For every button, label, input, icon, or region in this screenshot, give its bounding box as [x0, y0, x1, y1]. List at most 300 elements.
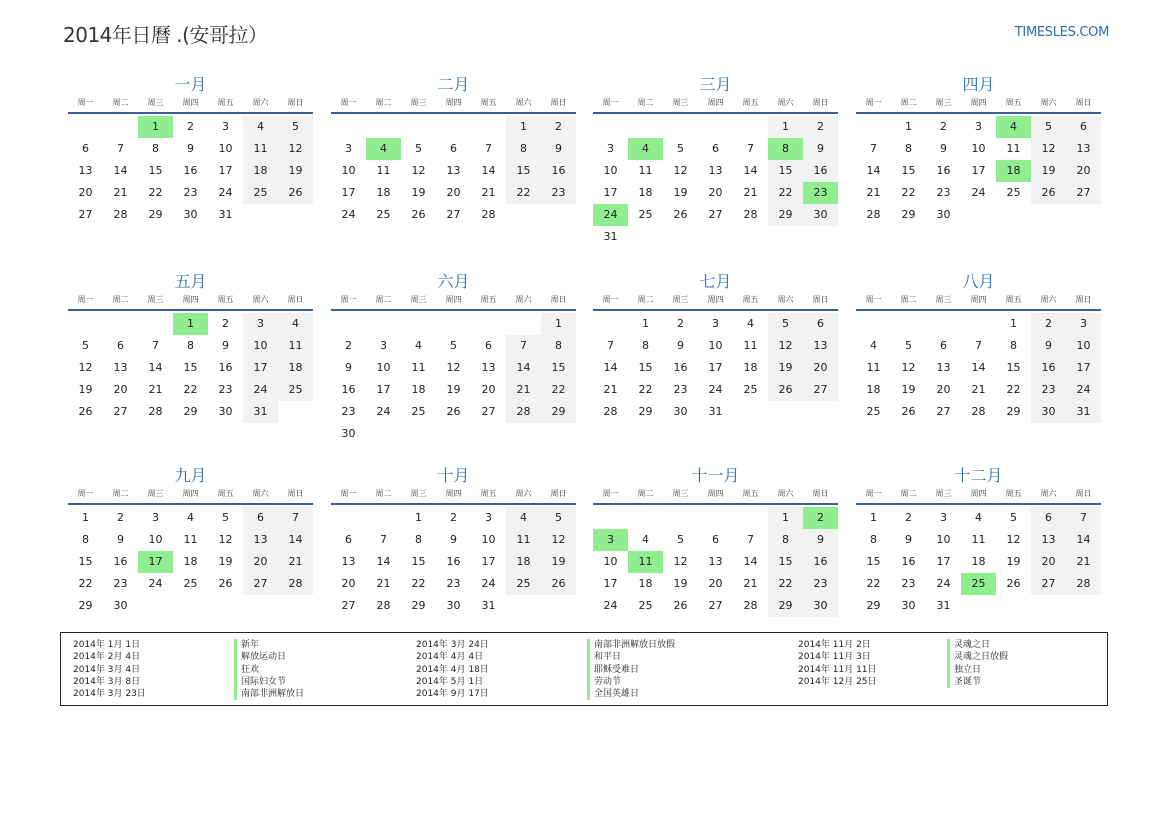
weekday-label: 周四 [182, 98, 199, 107]
legend-date: 2014年 11月 2日 [798, 640, 871, 650]
empty-cell [506, 595, 541, 617]
week-row [593, 204, 838, 226]
day-cell: 1 [768, 116, 803, 138]
week-row [593, 313, 838, 335]
empty-cell [593, 116, 628, 138]
day-cell: 19 [278, 160, 313, 182]
weekday-label: 周五 [217, 295, 234, 304]
holiday-day-cell: 1 [138, 116, 173, 138]
day-cell: 5 [677, 142, 684, 155]
day-cell: 22 [506, 182, 541, 204]
day-cell: 8 [541, 335, 576, 357]
day-cell: 13 [78, 164, 93, 177]
day-cell: 31 [481, 599, 496, 612]
day-cell: 30 [218, 405, 233, 418]
day-cell: 13 [708, 164, 723, 177]
day-cell: 15 [506, 160, 541, 182]
day-cell: 6 [1066, 116, 1101, 138]
day-cell: 26 [541, 573, 576, 595]
weekday-label: 周六 [1040, 489, 1057, 498]
weekday-label: 周日 [550, 489, 567, 498]
day-cell: 8 [1010, 339, 1017, 352]
legend-holiday-name: 南部非洲解放日放假 [587, 639, 675, 651]
day-cell: 28 [481, 208, 496, 221]
week-row [593, 116, 838, 138]
empty-cell [278, 595, 313, 617]
day-cell: 10 [971, 142, 986, 155]
month-calendar [856, 465, 1101, 617]
day-cell: 14 [481, 164, 496, 177]
day-cell: 14 [603, 361, 618, 374]
day-cell: 25 [638, 208, 653, 221]
day-cell: 18 [183, 555, 198, 568]
holiday-day-cell: 17 [138, 551, 173, 573]
day-cell: 1 [768, 507, 803, 529]
day-cell: 13 [1066, 138, 1101, 160]
day-cell: 22 [638, 383, 653, 396]
day-cell: 18 [638, 577, 653, 590]
day-cell: 30 [113, 599, 128, 612]
day-cell: 11 [866, 361, 881, 374]
empty-cell [663, 507, 698, 529]
day-cell: 18 [506, 551, 541, 573]
empty-cell [436, 423, 471, 445]
month-calendar [593, 465, 838, 617]
day-cell: 12 [901, 361, 916, 374]
day-cell: 20 [446, 186, 461, 199]
day-cell: 20 [243, 551, 278, 573]
empty-cell [698, 226, 733, 248]
day-cell: 2 [222, 317, 229, 330]
day-cell: 21 [376, 577, 391, 590]
day-cell: 13 [1031, 529, 1066, 551]
day-cell: 27 [481, 405, 496, 418]
day-cell: 13 [803, 335, 838, 357]
day-cell: 19 [1031, 160, 1066, 182]
weekday-label: 周四 [445, 489, 462, 498]
week-row [856, 401, 1101, 423]
legend-name-column [234, 639, 304, 700]
weekday-label: 周五 [742, 295, 759, 304]
day-cell: 27 [341, 599, 356, 612]
day-cell: 14 [113, 164, 128, 177]
legend-date: 2014年 3月 4日 [73, 664, 141, 675]
day-cell: 24 [936, 577, 951, 590]
day-cell: 1 [642, 317, 649, 330]
day-cell: 19 [673, 186, 688, 199]
empty-cell [593, 507, 628, 529]
day-cell: 17 [603, 577, 618, 590]
day-cell: 11 [638, 164, 653, 177]
week-row [593, 595, 838, 617]
day-cell: 18 [411, 383, 426, 396]
weekday-label: 周二 [637, 295, 654, 304]
day-cell: 24 [341, 208, 356, 221]
month-name: 十一月 [691, 466, 740, 485]
day-cell: 2 [905, 511, 912, 524]
empty-cell [401, 313, 436, 335]
week-row [856, 116, 1101, 138]
day-cell: 28 [743, 599, 758, 612]
weekday-label: 周一 [340, 98, 357, 107]
weekday-header [593, 487, 838, 505]
day-cell: 13 [481, 361, 496, 374]
day-cell: 3 [222, 120, 229, 133]
day-cell: 30 [803, 595, 838, 617]
empty-cell [593, 313, 628, 335]
brand-link[interactable]: TIMESLES.COM [1014, 25, 1109, 40]
week-row [856, 573, 1101, 595]
weekday-label: 周三 [935, 98, 952, 107]
empty-cell [926, 313, 961, 335]
day-cell: 18 [243, 160, 278, 182]
weekday-label: 周六 [777, 98, 794, 107]
week-row [593, 160, 838, 182]
weekday-header [593, 96, 838, 114]
empty-cell [541, 204, 576, 226]
weekday-label: 周二 [112, 295, 129, 304]
day-cell: 13 [243, 529, 278, 551]
day-cell: 6 [345, 533, 352, 546]
day-cell: 12 [673, 555, 688, 568]
week-row [593, 551, 838, 573]
day-cell: 10 [376, 361, 391, 374]
day-cell: 5 [541, 507, 576, 529]
empty-cell [961, 204, 996, 226]
empty-cell [803, 401, 838, 423]
day-cell: 9 [677, 339, 684, 352]
day-cell: 9 [541, 138, 576, 160]
weekday-label: 周二 [637, 489, 654, 498]
month-name: 四月 [962, 75, 995, 94]
legend-date: 2014年 11月 3日 [798, 652, 871, 663]
month-calendar [68, 74, 313, 226]
empty-cell [436, 313, 471, 335]
weekday-label: 周一 [77, 489, 94, 498]
day-cell: 26 [768, 379, 803, 401]
day-cell: 24 [971, 186, 986, 199]
day-cell: 30 [341, 427, 356, 440]
day-cell: 5 [1010, 511, 1017, 524]
day-cell: 7 [975, 339, 982, 352]
day-cell: 29 [1006, 405, 1021, 418]
empty-cell [208, 595, 243, 617]
empty-cell [366, 507, 401, 529]
day-cell: 15 [866, 555, 881, 568]
day-cell: 2 [187, 120, 194, 133]
day-cell: 13 [446, 164, 461, 177]
day-cell: 24 [603, 599, 618, 612]
empty-cell [173, 595, 208, 617]
day-cell: 28 [866, 208, 881, 221]
day-cell: 15 [183, 361, 198, 374]
weekday-label: 周六 [777, 295, 794, 304]
day-cell: 9 [940, 142, 947, 155]
day-cell: 12 [673, 164, 688, 177]
legend-date: 2014年 11月 11日 [798, 664, 877, 675]
week-row [68, 138, 313, 160]
day-cell: 27 [243, 573, 278, 595]
weekday-label: 周一 [602, 295, 619, 304]
day-cell: 27 [708, 208, 723, 221]
day-cell: 5 [905, 339, 912, 352]
legend-date: 2014年 2月 4日 [73, 652, 141, 663]
weekday-label: 周四 [445, 98, 462, 107]
day-cell: 2 [541, 116, 576, 138]
empty-cell [278, 401, 313, 423]
month-calendar [331, 271, 576, 445]
legend-holiday-name: 狂欢 [234, 664, 304, 676]
day-cell: 12 [278, 138, 313, 160]
empty-cell [996, 204, 1031, 226]
legend-date-column [798, 639, 877, 688]
day-cell: 3 [975, 120, 982, 133]
day-cell: 14 [866, 164, 881, 177]
day-cell: 7 [506, 335, 541, 357]
day-cell: 22 [768, 182, 803, 204]
day-cell: 3 [345, 142, 352, 155]
weekday-label: 周二 [375, 295, 392, 304]
day-cell: 24 [708, 383, 723, 396]
day-cell: 28 [603, 405, 618, 418]
month-calendar [856, 74, 1101, 226]
day-cell: 27 [708, 599, 723, 612]
empty-cell [1031, 595, 1066, 617]
day-cell: 18 [866, 383, 881, 396]
day-cell: 23 [1031, 379, 1066, 401]
day-cell: 7 [607, 339, 614, 352]
weekday-label: 周一 [602, 489, 619, 498]
week-row [331, 116, 576, 138]
empty-cell [138, 595, 173, 617]
week-row [593, 335, 838, 357]
day-cell: 27 [1066, 182, 1101, 204]
weekday-label: 周三 [147, 98, 164, 107]
day-cell: 22 [768, 573, 803, 595]
day-cell: 8 [905, 142, 912, 155]
day-cell: 7 [278, 507, 313, 529]
legend-date: 2014年 9月 17日 [416, 689, 489, 700]
weekday-label: 周四 [970, 98, 987, 107]
holiday-day-cell: 25 [961, 573, 996, 595]
day-cell: 15 [411, 555, 426, 568]
day-cell: 27 [936, 405, 951, 418]
day-cell: 16 [1031, 357, 1066, 379]
day-cell: 11 [1006, 142, 1021, 155]
day-cell: 9 [905, 533, 912, 546]
day-cell: 13 [113, 361, 128, 374]
weekday-label: 周四 [445, 295, 462, 304]
month-name: 三月 [699, 75, 732, 94]
day-cell: 21 [1066, 551, 1101, 573]
week-row [856, 595, 1101, 617]
day-cell: 22 [866, 577, 881, 590]
day-cell: 3 [940, 511, 947, 524]
legend-date-column [73, 639, 146, 700]
day-cell: 1 [905, 120, 912, 133]
legend-holiday-name: 耶稣受难日 [587, 664, 675, 676]
empty-cell [401, 423, 436, 445]
day-cell: 17 [603, 186, 618, 199]
weekday-label: 周三 [147, 489, 164, 498]
day-cell: 3 [380, 339, 387, 352]
day-cell: 26 [218, 577, 233, 590]
day-cell: 22 [541, 379, 576, 401]
day-cell: 16 [803, 160, 838, 182]
day-cell: 14 [1066, 529, 1101, 551]
weekday-label: 周三 [672, 295, 689, 304]
week-row [856, 182, 1101, 204]
day-cell: 28 [743, 208, 758, 221]
holiday-day-cell: 8 [768, 138, 803, 160]
day-cell: 16 [541, 160, 576, 182]
day-cell: 11 [183, 533, 198, 546]
day-cell: 27 [113, 405, 128, 418]
legend-date: 2014年 4月 4日 [416, 652, 484, 663]
day-cell: 14 [148, 361, 163, 374]
day-cell: 1 [415, 511, 422, 524]
day-cell: 2 [117, 511, 124, 524]
day-cell: 22 [411, 577, 426, 590]
month-name: 七月 [699, 272, 732, 291]
week-row [856, 357, 1101, 379]
weekday-label: 周一 [865, 489, 882, 498]
week-row [68, 182, 313, 204]
day-cell: 31 [218, 208, 233, 221]
day-cell: 14 [971, 361, 986, 374]
day-cell: 5 [677, 533, 684, 546]
day-cell: 6 [243, 507, 278, 529]
day-cell: 19 [411, 186, 426, 199]
day-cell: 17 [341, 186, 356, 199]
day-cell: 8 [870, 533, 877, 546]
month-name: 一月 [174, 75, 207, 94]
day-cell: 16 [113, 555, 128, 568]
week-row [856, 313, 1101, 335]
legend-holiday-name: 和平日 [587, 651, 675, 663]
day-cell: 8 [82, 533, 89, 546]
page-title: 2014年日曆 .(安哥拉） [63, 23, 268, 47]
day-cell: 11 [506, 529, 541, 551]
day-cell: 2 [450, 511, 457, 524]
weekday-label: 周四 [970, 295, 987, 304]
week-row [68, 160, 313, 182]
legend-date: 2014年 12月 25日 [798, 676, 877, 687]
day-cell: 12 [768, 335, 803, 357]
day-cell: 22 [78, 577, 93, 590]
day-cell: 9 [117, 533, 124, 546]
legend-name-column [587, 639, 675, 700]
day-cell: 3 [1066, 313, 1101, 335]
weekday-label: 周三 [410, 98, 427, 107]
day-cell: 11 [743, 339, 758, 352]
empty-cell [961, 313, 996, 335]
empty-cell [541, 423, 576, 445]
empty-cell [278, 204, 313, 226]
week-row [331, 313, 576, 335]
day-cell: 7 [870, 142, 877, 155]
weekday-label: 周三 [935, 489, 952, 498]
week-row [331, 401, 576, 423]
day-cell: 7 [747, 533, 754, 546]
day-cell: 29 [183, 405, 198, 418]
day-cell: 6 [117, 339, 124, 352]
weekday-label: 周二 [900, 98, 917, 107]
weekday-header [856, 293, 1101, 311]
day-cell: 10 [708, 339, 723, 352]
week-row [593, 529, 838, 551]
empty-cell [856, 116, 891, 138]
day-cell: 29 [638, 405, 653, 418]
day-cell: 6 [712, 142, 719, 155]
legend-holiday-name: 新年 [234, 639, 304, 651]
day-cell: 30 [673, 405, 688, 418]
day-cell: 20 [1031, 551, 1066, 573]
day-cell: 23 [901, 577, 916, 590]
day-cell: 3 [607, 142, 614, 155]
weekday-label: 周六 [1040, 295, 1057, 304]
legend-date: 2014年 3月 23日 [73, 689, 146, 700]
week-row [68, 313, 313, 335]
weekday-header [331, 96, 576, 114]
day-cell: 28 [1066, 573, 1101, 595]
empty-cell [663, 226, 698, 248]
day-cell: 12 [1006, 533, 1021, 546]
weekday-label: 周三 [935, 295, 952, 304]
empty-cell [68, 313, 103, 335]
day-cell: 14 [743, 555, 758, 568]
empty-cell [628, 226, 663, 248]
weekday-header [331, 487, 576, 505]
week-row [331, 529, 576, 551]
week-row [331, 423, 576, 445]
weekday-label: 周五 [1005, 98, 1022, 107]
day-cell: 18 [743, 361, 758, 374]
day-cell: 22 [183, 383, 198, 396]
day-cell: 29 [148, 208, 163, 221]
day-cell: 7 [1066, 507, 1101, 529]
weekday-label: 周五 [742, 98, 759, 107]
day-cell: 24 [481, 577, 496, 590]
empty-cell [628, 507, 663, 529]
day-cell: 6 [1031, 507, 1066, 529]
empty-cell [628, 116, 663, 138]
day-cell: 16 [183, 164, 198, 177]
day-cell: 17 [708, 361, 723, 374]
weekday-label: 周一 [865, 98, 882, 107]
weekday-header [68, 293, 313, 311]
day-cell: 21 [113, 186, 128, 199]
day-cell: 22 [901, 186, 916, 199]
day-cell: 4 [747, 317, 754, 330]
day-cell: 10 [1066, 335, 1101, 357]
day-cell: 20 [341, 577, 356, 590]
empty-cell [1066, 595, 1101, 617]
day-cell: 8 [642, 339, 649, 352]
empty-cell [331, 313, 366, 335]
weekday-label: 周六 [515, 98, 532, 107]
empty-cell [733, 226, 768, 248]
week-row [593, 401, 838, 423]
empty-cell [138, 313, 173, 335]
legend-holiday-name: 全国英雄日 [587, 688, 675, 700]
day-cell: 19 [768, 357, 803, 379]
legend-date: 2014年 5月 1日 [416, 676, 484, 687]
day-cell: 9 [803, 138, 838, 160]
week-row [68, 204, 313, 226]
empty-cell [243, 595, 278, 617]
day-cell: 11 [376, 164, 391, 177]
